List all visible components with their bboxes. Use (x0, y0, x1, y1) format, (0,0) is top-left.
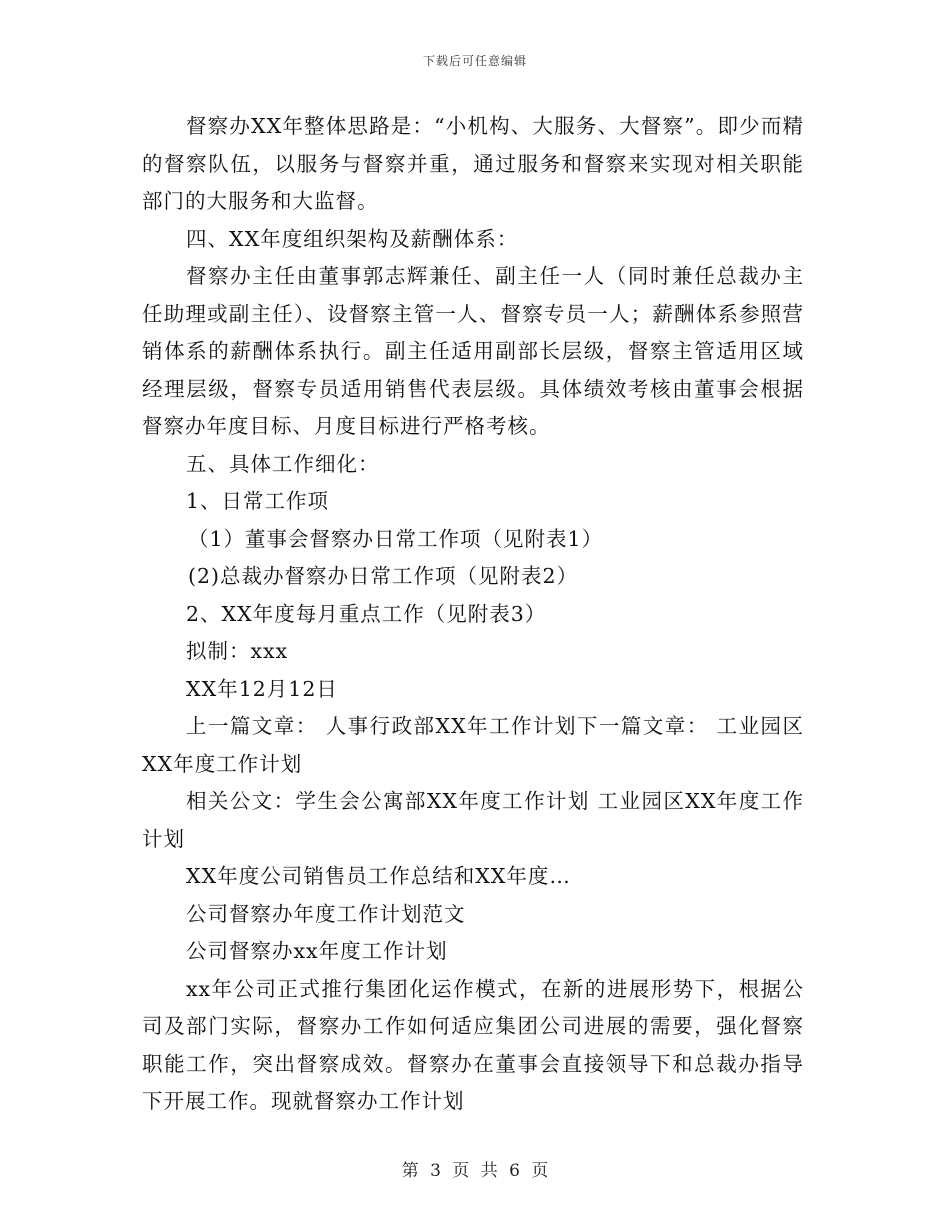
related-link-sales-summary: XX年度公司销售员工作总结和XX年度… (186, 864, 571, 888)
list-item-board-daily: （1）董事会督察办日常工作项（见附表1） (188, 526, 604, 551)
document-body (142, 108, 804, 1121)
paragraph-org-structure: 督察办主任由董事郭志辉兼任、副主任一人（同时兼任总裁办主任助理或副主任）、设督察主管一人、督察专员一人；薪酬体系参照营销体系的薪酬体系执行。副主任适用副部长层级，督察主管适用区域经理层级，督察专员适用销售代表层级。具体绩效考核由董事会根据督察办年度目标、月度目标进行严格考核。 (142, 264, 804, 438)
prev-next-articles: 上一篇文章： 人事行政部XX年工作计划下一篇文章： 工业园区XX年度工作计划 (142, 714, 804, 776)
subheading-monthly-focus: 2、XX年度每月重点工作（见附表3） (186, 601, 547, 626)
section-heading-org-structure: 四、XX年度组织架构及薪酬体系： (186, 226, 519, 251)
paragraph-overall-approach: 督察办XX年整体思路是：“小机构、大服务、大督察”。即少而精的督察队伍，以服务与督察并重，通过服务和督察来实现对相关职能部门的大服务和大监督。 (142, 114, 804, 213)
article-title: 公司督察办xx年度工作计划 (186, 939, 448, 963)
page-number-footer: 第 3 页 共 6 页 (401, 1161, 549, 1181)
related-documents: 相关公文：学生会公寓部XX年度工作计划 工业园区XX年度工作计划 (142, 789, 804, 851)
article-title-sample: 公司督察办年度工作计划范文 (186, 901, 466, 926)
subheading-daily-work: 1、日常工作项 (186, 489, 330, 513)
page-header: 下载后可任意编辑 (422, 54, 527, 68)
paragraph-intro: xx年公司正式推行集团化运作模式，在新的进展形势下，根据公司及部门实际，督察办工作如何适应集团公司进展的需要，强化督察职能工作，突出督察成效。督察办在董事会直接领导下和总裁办指导下开展工作。现就督察办工作计划 (142, 976, 804, 1113)
section-heading-work-details: 五、具体工作细化： (186, 451, 380, 476)
document-date: XX年12月12日 (186, 676, 338, 701)
drafted-by: 拟制：xxx (186, 639, 289, 663)
list-item-president-daily: (2)总裁办督察办日常工作项（见附表2） (188, 564, 579, 588)
